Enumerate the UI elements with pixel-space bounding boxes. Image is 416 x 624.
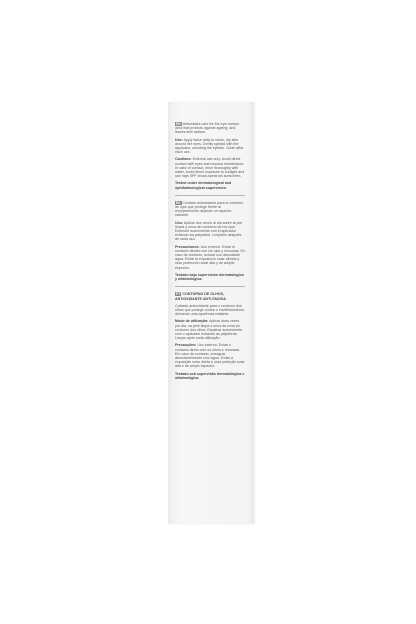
intro-pt: Cuidado antioxidante para o contorno dos olhos que protege contra o envelhecimento, deixando uma aparência radiante. xyxy=(175,303,245,317)
use-label-es: Uso: xyxy=(175,220,183,225)
use-text-en: Apply twice daily to clean, dry skin around the eyes. Gently spread with the applicator, avoiding the eyelids. Clean after each use. xyxy=(175,137,244,155)
caution-label-pt: Precauções: xyxy=(175,343,197,348)
intro-es: Cuidado antioxidante para el contorno de ojos que protege frente al envejecimiento dejando un aspecto radiante. xyxy=(175,200,244,218)
caution-label-en: Cautions: xyxy=(175,157,192,162)
caution-text-en: External use only. Avoid direct contact with eyes and mucous membranes. In case of contact, rinse thoroughly with water. Avoid direct exposure to sunlight and use high SPF broad-spectrum sunscreen. xyxy=(175,157,245,179)
product-title-pt: CONTORNO DE OLHOS, ANTIOXIDANTE ANTI-FADIGA xyxy=(175,292,226,301)
language-code-pt: PT xyxy=(176,292,181,297)
use-label-pt: Modo de utilização: xyxy=(175,319,209,324)
section-pt xyxy=(175,292,245,380)
divider xyxy=(175,195,245,196)
use-label-en: Use: xyxy=(175,137,183,142)
use-text-es: Aplicar dos veces al día sobre la piel limpia y seca del contorno de los ojos. Extender suavemente con el aplicador evitando los párpados. Limpiarlo después de cada uso. xyxy=(175,220,243,242)
caution-text-es: Uso externo. Evitar el contacto directo con los ojos y mucosas. En caso de contacto, aclarar con abundante agua. Evitar la exposición solar directa y usar protección solar alta y de amplio espectro. xyxy=(175,244,245,270)
section-en xyxy=(175,122,245,190)
use-text-pt: Aplicar duas vezes por dia, na pele limpa e seca da zona do contorno dos olhos. Espalhar suavemente com o aplicador evitando as pálpebras. Limpar após cada utilização. xyxy=(175,319,243,341)
divider xyxy=(175,286,245,287)
tested-en: Tested under dermatological and ophthalmological supervision. xyxy=(175,181,232,190)
language-code-es: ES xyxy=(176,200,181,205)
caution-label-es: Precauciones: xyxy=(175,244,200,249)
tested-pt: Testado sob supervisão dermatológica e oftalmológica. xyxy=(175,371,245,380)
label-panel xyxy=(175,122,245,385)
language-code-en: EN xyxy=(176,122,181,126)
intro-en: Antioxidant care for the eye contour area that protects against ageing, and leaves skin radiant. xyxy=(175,122,240,135)
caution-text-pt: Uso externo. Evitar o contacto direto com os olhos e mucosas. Em caso de contacto, enxaguar abundantemente com água. Evitar a exposição solar direta e usar proteção solar alta e de amplo espectro. xyxy=(175,343,245,369)
section-es xyxy=(175,201,245,281)
tested-es: Testado bajo supervisión dermatológica y oftalmológica. xyxy=(175,272,244,282)
